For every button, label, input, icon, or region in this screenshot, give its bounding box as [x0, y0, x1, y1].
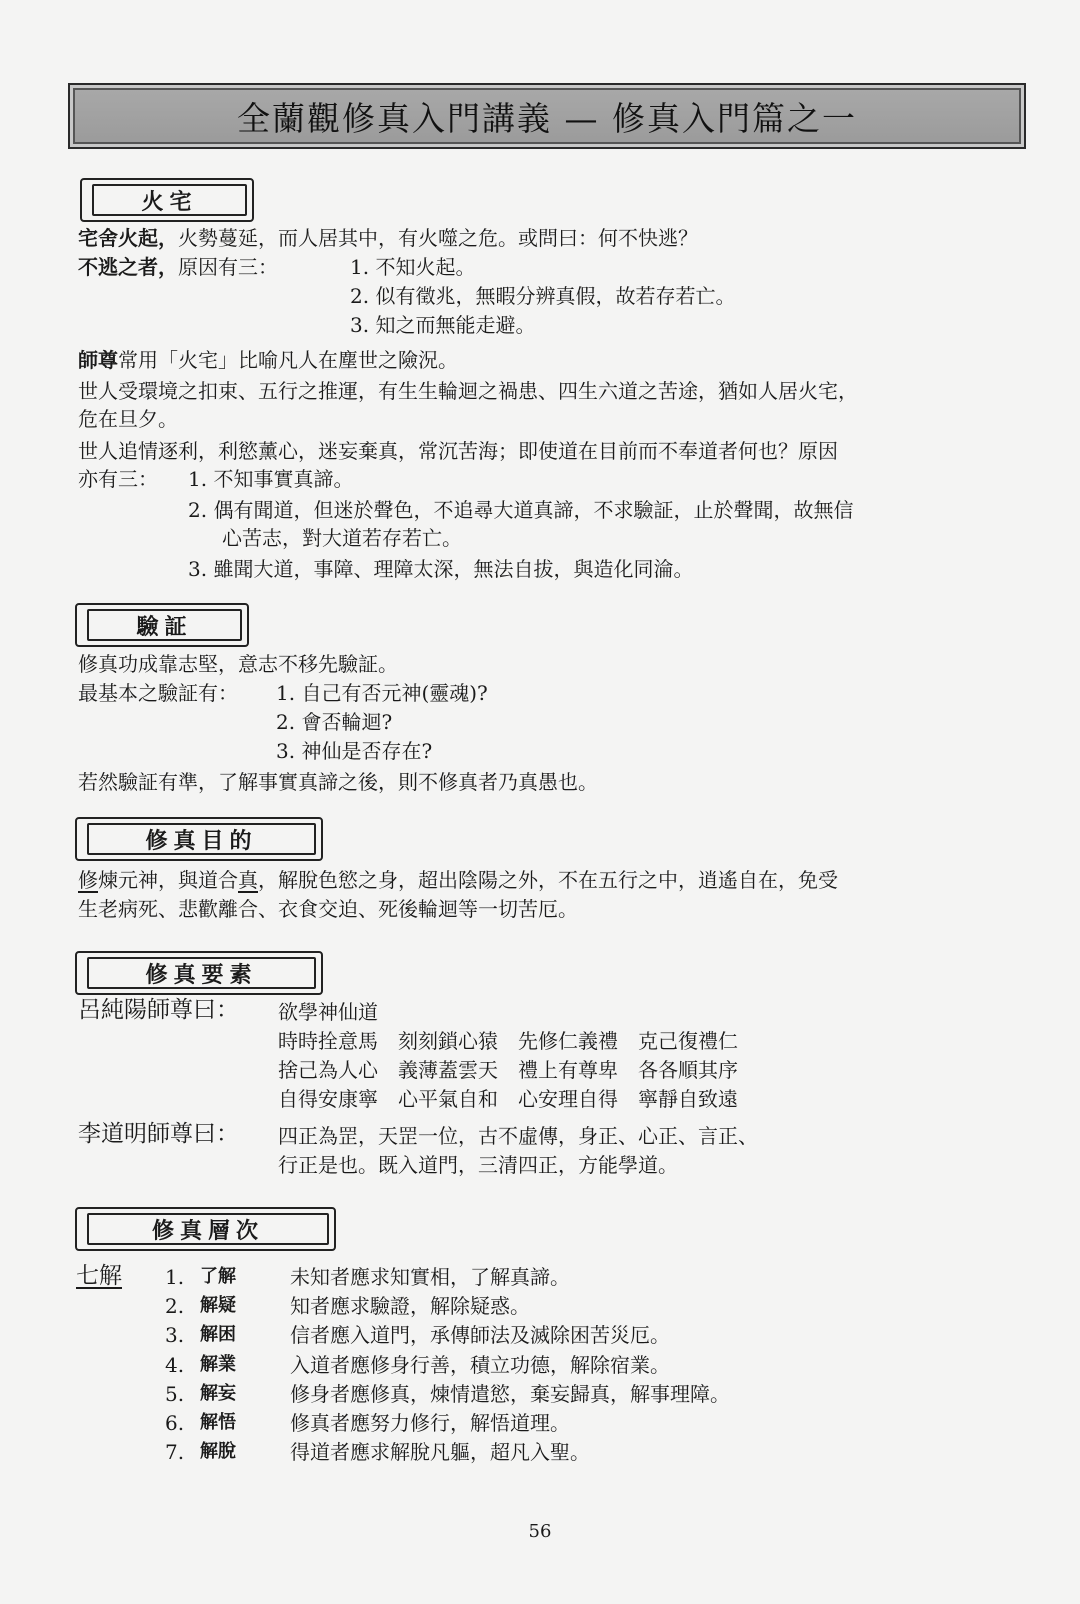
- elements-li-line-2: 行正是也。既入道門，三清四正，方能學道。: [278, 1153, 678, 1177]
- fire-para-3a: 世人追情逐利，利慾薰心，迷妄棄真，常沉苦海；即使道在目前而不奉道者何也？原因: [78, 439, 838, 463]
- level-number: 2.: [165, 1294, 185, 1318]
- level-description: 得道者應求解脫凡軀，超凡入聖。: [290, 1440, 590, 1464]
- page-title-banner: [68, 83, 1026, 149]
- elements-li-label: 李道明師尊曰：: [78, 1121, 239, 1147]
- fire-item-1: 1. 不知事實真諦。: [188, 467, 354, 491]
- purpose-line-2: 生老病死、悲歡離合、衣食交迫、死後輪迴等一切苦厄。: [78, 897, 578, 921]
- fire-para-2a: 世人受環境之扣束、五行之推運，有生生輪迴之禍患、四生六道之苦途，猶如人居火宅，: [78, 379, 858, 403]
- elements-lu-line-3: 捨己為人心 義薄蓋雲天 禮上有尊卑 各各順其序: [278, 1058, 738, 1082]
- fire-line-1: 宅舍火起，火勢蔓延，而人居其中，有火噬之危。或問曰：何不快逃？: [78, 226, 698, 250]
- page-title: 全蘭觀修真入門講義 — 修真入門篇之一: [237, 98, 857, 138]
- level-name: 解妄: [200, 1383, 236, 1404]
- fire-para-1: 師尊常用「火宅」比喻凡人在塵世之險況。: [78, 348, 458, 372]
- level-number: 6.: [165, 1411, 185, 1435]
- level-name: 解疑: [200, 1295, 236, 1316]
- verify-line-2: 最基本之驗証有：: [78, 681, 238, 705]
- level-description: 未知者應求知實相，了解真諦。: [290, 1265, 570, 1289]
- level-number: 1.: [165, 1265, 185, 1289]
- level-name: 解悟: [200, 1412, 236, 1433]
- level-number: 4.: [165, 1353, 185, 1377]
- level-description: 入道者應修身行善，積立功德，解除宿業。: [290, 1353, 670, 1377]
- section-heading-elements: 修真要素: [75, 951, 323, 995]
- verify-item-3: 3. 神仙是否存在?: [276, 739, 433, 763]
- elements-lu-line-4: 自得安康寧 心平氣自和 心安理自得 寧靜自致遠: [278, 1087, 738, 1111]
- fire-para-3b: 亦有三：: [78, 467, 158, 491]
- level-number: 3.: [165, 1323, 185, 1347]
- section-heading-levels: 修真層次: [75, 1207, 336, 1251]
- level-name: 了解: [200, 1266, 236, 1287]
- verify-item-2: 2. 會否輪迴?: [276, 710, 393, 734]
- elements-li-line-1: 四正為罡，天罡一位，古不虛傳，身正、心正、言正、: [278, 1124, 758, 1148]
- level-name: 解困: [200, 1324, 236, 1345]
- verify-line-1: 修真功成靠志堅，意志不移先驗証。: [78, 652, 398, 676]
- page-number: 56: [528, 1521, 552, 1542]
- section-heading-verify: 驗証: [75, 603, 249, 647]
- level-description: 信者應入道門，承傳師法及滅除困苦災厄。: [290, 1323, 670, 1347]
- fire-para-2b: 危在旦夕。: [78, 407, 178, 431]
- fire-reason-2: 2. 似有徵兆，無暇分辨真假，故若存若亡。: [350, 284, 736, 308]
- section-heading-purpose: 修真目的: [75, 817, 323, 861]
- fire-reason-1: 1. 不知火起。: [350, 255, 476, 279]
- purpose-line-1: 修煉元神，與道合真，解脫色慾之身，超出陰陽之外，不在五行之中，逍遙自在，免受: [78, 868, 838, 892]
- fire-item-2-cont: 心苦志，對大道若存若亡。: [222, 526, 462, 550]
- level-description: 知者應求驗證，解除疑惑。: [290, 1294, 530, 1318]
- level-name: 解業: [200, 1354, 236, 1375]
- elements-lu-label: 呂純陽師尊曰：: [78, 997, 239, 1023]
- section-heading-fire-house: 火宅: [80, 178, 254, 222]
- fire-item-3: 3. 雖聞大道，事障、理障太深，無法自拔，與造化同淪。: [188, 557, 694, 581]
- level-description: 修身者應修真，煉情遣慾，棄妄歸真，解事理障。: [290, 1382, 730, 1406]
- elements-lu-line-2: 時時拴意馬 刻刻鎖心猿 先修仁義禮 克己復禮仁: [278, 1029, 738, 1053]
- level-description: 修真者應努力修行，解悟道理。: [290, 1411, 570, 1435]
- level-number: 5.: [165, 1382, 185, 1406]
- fire-line-2: 不逃之者，原因有三：: [78, 255, 278, 279]
- verify-item-1: 1. 自己有否元神(靈魂)?: [276, 681, 488, 705]
- verify-line-3: 若然驗証有準，了解事實真諦之後，則不修真者乃真愚也。: [78, 770, 598, 794]
- level-number: 7.: [165, 1440, 185, 1464]
- levels-label: 七解: [76, 1263, 122, 1289]
- level-name: 解脫: [200, 1441, 236, 1462]
- fire-item-2: 2. 偶有聞道，但迷於聲色，不追尋大道真諦，不求驗証，止於聲聞，故無信: [188, 498, 854, 522]
- elements-lu-line-1: 欲學神仙道: [278, 1000, 378, 1024]
- fire-reason-3: 3. 知之而無能走避。: [350, 313, 536, 337]
